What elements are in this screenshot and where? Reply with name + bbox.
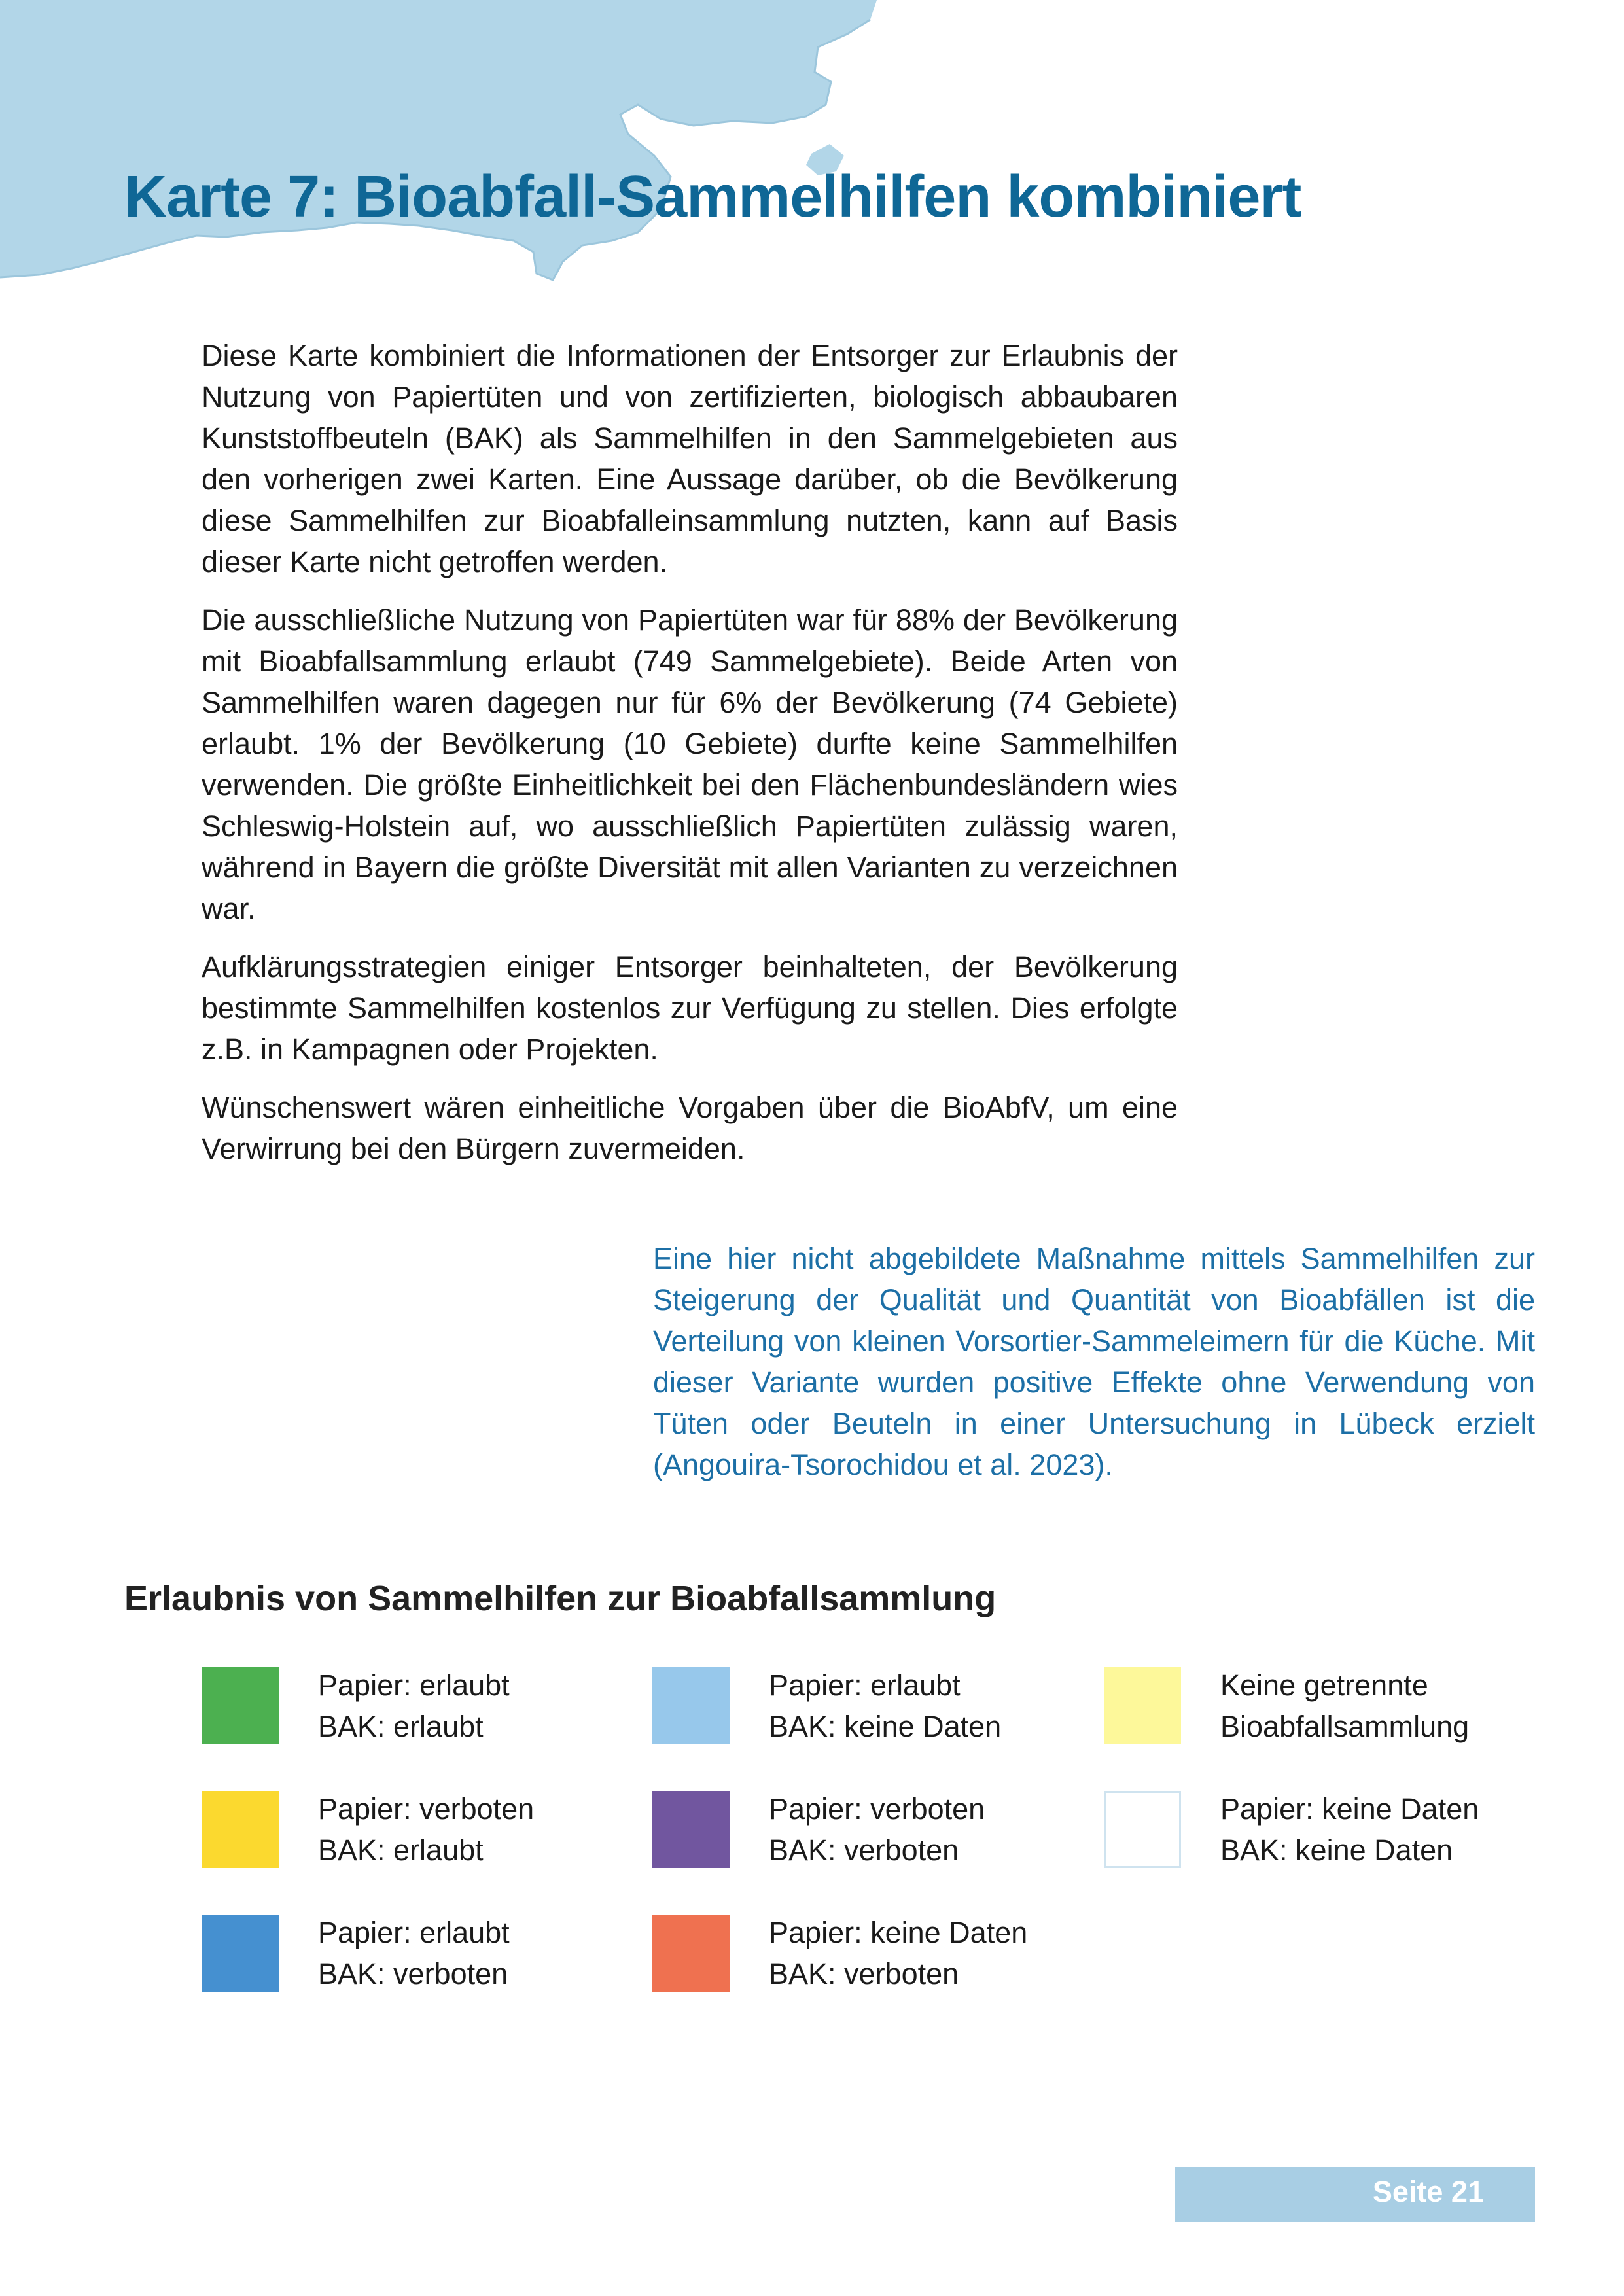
legend-item xyxy=(1104,1791,1562,1876)
paragraph: Aufklärungsstrategien einiger Entsorger beinhalteten, der Bevölkerung bestimmte Sammelhilfen kostenlos zur Verfügung zu stellen. Dies erfolgte z.B. in Kampagnen oder Projekten. xyxy=(202,950,1178,1066)
callout-text: Eine hier nicht abgebildete Maßnahme mittels Sammelhilfen zur Steigerung der Qualität und Quantität von Bioabfällen ist die Verteilung von kleinen Vorsortier-Sammeleimern für die Küche. Mit dieser Variante wurden positive Effekte ohne Verwendung von Tüten oder Beuteln in einer Untersuchung in Lübeck erzielt (Angouira-Tsorochidou et al. 2023). xyxy=(653,1242,1535,1481)
paragraph: Wünschenswert wären einheitliche Vorgaben über die BioAbfV, um eine Verwirrung bei den Bürgern zuvermeiden. xyxy=(202,1091,1178,1165)
sea-area xyxy=(0,0,877,280)
legend-item xyxy=(1104,1667,1562,1752)
legend-title: Erlaubnis von Sammelhilfen zur Bioabfallsammlung xyxy=(124,1579,997,1618)
color-swatch xyxy=(202,1915,279,1992)
legend-label: Papier: erlaubt BAK: erlaubt xyxy=(318,1669,510,1743)
page-number-badge xyxy=(1175,2167,1535,2222)
page-title: Karte 7: Bioabfall-Sammelhilfen kombiniert xyxy=(124,164,1301,230)
legend-item xyxy=(202,1791,660,1876)
legend-label: Papier: verboten BAK: verboten xyxy=(769,1792,985,1867)
color-swatch xyxy=(202,1791,279,1868)
color-swatch xyxy=(202,1667,279,1744)
body-text xyxy=(202,335,1178,1186)
legend-label: Papier: keine Daten BAK: keine Daten xyxy=(1220,1792,1479,1867)
color-swatch xyxy=(652,1667,730,1744)
legend-item xyxy=(652,1915,1110,2000)
legend-item xyxy=(202,1667,660,1752)
legend-label: Papier: keine Daten BAK: verboten xyxy=(769,1916,1028,1990)
paragraph: Die ausschließliche Nutzung von Papiertüten war für 88% der Bevölkerung mit Bioabfallsammlung erlaubt (749 Sammelgebiete). Beide Arten von Sammelhilfen waren dagegen nur für 6% der Bevölkerung (74 Gebiete) erlaubt. 1% der Bevölkerung (10 Gebiete) durfte keine Sammelhilfen verwenden. Die größte Einheitlichkeit bei den Flächenbundesländern wies Schleswig-Holstein auf, wo ausschließlich Papiertüten zulässig waren, während in Bayern die größte Diversität mit allen Varianten zu verzeichnen war. xyxy=(202,603,1178,925)
legend-item xyxy=(202,1915,660,2000)
color-swatch xyxy=(1104,1667,1181,1744)
paragraph: Diese Karte kombiniert die Informationen der Entsorger zur Erlaubnis der Nutzung von Papiertüten und von zertifizierten, biologisch abbaubaren Kunststoffbeuteln (BAK) als Sammelhilfen in den Sammelgebieten aus den vorherigen zwei Karten. Eine Aussage darüber, ob die Bevölkerung diese Sammelhilfen zur Bioabfalleinsammlung nutzten, kann auf Basis dieser Karte nicht getroffen werden. xyxy=(202,339,1178,578)
legend-label: Papier: erlaubt BAK: keine Daten xyxy=(769,1669,1002,1743)
legend-label: Papier: verboten BAK: erlaubt xyxy=(318,1792,535,1867)
legend-label: Keine getrennte Bioabfallsammlung xyxy=(1220,1669,1470,1743)
coastline-map-icon xyxy=(0,0,877,288)
color-swatch xyxy=(652,1791,730,1868)
color-swatch xyxy=(652,1915,730,1992)
legend-item xyxy=(652,1791,1110,1876)
color-swatch xyxy=(1104,1791,1181,1868)
page-number: Seite 21 xyxy=(1372,2175,1484,2208)
legend-item xyxy=(652,1667,1110,1752)
legend-label: Papier: erlaubt BAK: verboten xyxy=(318,1916,510,1990)
